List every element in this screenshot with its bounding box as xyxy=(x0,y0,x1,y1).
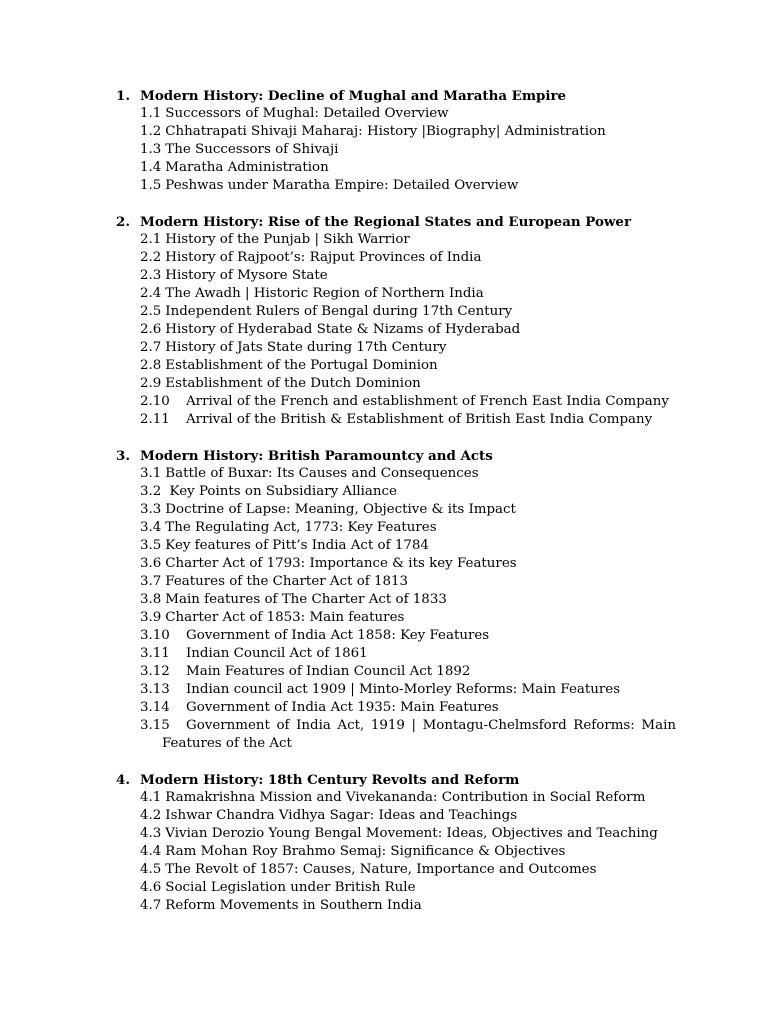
list-item xyxy=(0,609,768,627)
list-item xyxy=(0,177,768,195)
list-item xyxy=(0,537,768,555)
section-title: Modern History: Decline of Mughal and Maratha Empire xyxy=(140,88,567,104)
item-number: 4.2 xyxy=(140,808,162,823)
list-item xyxy=(0,105,768,123)
item-text: Independent Rulers of Bengal during 17th Century xyxy=(165,304,513,319)
item-number: 4.1 xyxy=(140,790,162,805)
document-page xyxy=(0,87,768,933)
item-text: Charter Act of 1853: Main features xyxy=(165,610,405,625)
list-item xyxy=(0,231,768,249)
list-item xyxy=(0,501,768,519)
item-text: Charter Act of 1793: Importance & its key Features xyxy=(165,556,517,571)
list-item xyxy=(0,879,768,897)
item-number: 2.1 xyxy=(140,232,162,247)
item-number: 3.14 xyxy=(140,700,170,715)
item-number: 1.5 xyxy=(140,178,162,193)
item-text: History of Jats State during 17th Century xyxy=(165,340,447,355)
list-item xyxy=(0,483,768,501)
item-number: 3.8 xyxy=(140,592,162,607)
list-item xyxy=(0,285,768,303)
item-text: Ram Mohan Roy Brahmo Semaj: Significance & Objectives xyxy=(165,844,566,859)
item-text: Vivian Derozio Young Bengal Movement: Ideas, Objectives and Teaching xyxy=(165,826,658,841)
list-item xyxy=(0,303,768,321)
section-number: 3. xyxy=(116,448,130,464)
item-text: History of Hyderabad State & Nizams of Hyderabad xyxy=(165,322,521,337)
item-text-continued: Features of the Act xyxy=(162,736,292,751)
item-text: Maratha Administration xyxy=(165,160,329,175)
item-text: Arrival of the French and establishment of French East India Company xyxy=(186,394,669,409)
list-item xyxy=(0,843,768,861)
item-number: 1.3 xyxy=(140,142,162,157)
item-number: 3.12 xyxy=(140,664,170,679)
item-number: 3.9 xyxy=(140,610,162,625)
section-number: 2. xyxy=(116,214,130,230)
list-item xyxy=(0,321,768,339)
list-item xyxy=(0,573,768,591)
list-item xyxy=(0,519,768,537)
item-text: History of Rajpoot’s: Rajput Provinces of India xyxy=(165,250,482,265)
item-number: 3.6 xyxy=(140,556,162,571)
list-item xyxy=(0,339,768,357)
section-2 xyxy=(0,213,768,429)
item-number: 3.15 xyxy=(140,718,170,733)
item-text: The Awadh | Historic Region of Northern India xyxy=(165,286,484,301)
list-item xyxy=(0,267,768,285)
item-number: 2.6 xyxy=(140,322,162,337)
item-text: Features of the Charter Act of 1813 xyxy=(165,574,409,589)
item-text: Arrival of the British & Establishment of British East India Company xyxy=(186,412,653,427)
item-text: The Revolt of 1857: Causes, Nature, Importance and Outcomes xyxy=(165,862,597,877)
section-3 xyxy=(0,447,768,753)
item-text: Key features of Pitt’s India Act of 1784 xyxy=(165,538,429,553)
item-text: The Successors of Shivaji xyxy=(165,142,339,157)
item-text: Doctrine of Lapse: Meaning, Objective & its Impact xyxy=(165,502,516,517)
section-number: 1. xyxy=(116,88,130,104)
list-item xyxy=(0,807,768,825)
item-text: Chhatrapati Shivaji Maharaj: History |Biography| Administration xyxy=(165,124,606,139)
list-item xyxy=(0,645,768,663)
item-text: Government of India Act 1935: Main Features xyxy=(186,700,499,715)
section-heading xyxy=(0,213,768,231)
item-text: Establishment of the Dutch Dominion xyxy=(165,376,421,391)
list-item xyxy=(0,411,768,429)
list-item xyxy=(0,375,768,393)
item-number: 2.3 xyxy=(140,268,162,283)
item-text: Ramakrishna Mission and Vivekananda: Contribution in Social Reform xyxy=(165,790,646,805)
item-number: 3.13 xyxy=(140,682,170,697)
list-item xyxy=(0,357,768,375)
section-title: Modern History: Rise of the Regional States and European Power xyxy=(140,214,632,230)
item-number: 2.7 xyxy=(140,340,162,355)
list-item xyxy=(0,663,768,681)
item-number: 3.4 xyxy=(140,520,162,535)
item-number: 2.8 xyxy=(140,358,162,373)
item-number: 4.6 xyxy=(140,880,162,895)
list-item xyxy=(0,627,768,645)
item-text: Government of India Act 1858: Key Features xyxy=(186,628,490,643)
section-1 xyxy=(0,87,768,195)
item-number: 2.9 xyxy=(140,376,162,391)
list-item xyxy=(0,699,768,717)
list-item xyxy=(0,141,768,159)
section-heading xyxy=(0,447,768,465)
item-number: 3.5 xyxy=(140,538,162,553)
item-text: Successors of Mughal: Detailed Overview xyxy=(165,106,449,121)
item-number: 2.2 xyxy=(140,250,162,265)
list-item xyxy=(0,465,768,483)
item-text: Main features of The Charter Act of 1833 xyxy=(165,592,447,607)
item-number: 2.10 xyxy=(140,394,170,409)
list-item xyxy=(0,123,768,141)
item-number: 2.5 xyxy=(140,304,162,319)
item-number: 3.3 xyxy=(140,502,162,517)
section-title: Modern History: British Paramountcy and Acts xyxy=(140,448,493,464)
list-item xyxy=(0,159,768,177)
section-number: 4. xyxy=(116,772,130,788)
item-number: 1.2 xyxy=(140,124,162,139)
item-text: History of Mysore State xyxy=(165,268,328,283)
item-text: Ishwar Chandra Vidhya Sagar: Ideas and Teachings xyxy=(165,808,518,823)
list-item xyxy=(0,249,768,267)
list-item xyxy=(0,897,768,915)
item-text: History of the Punjab | Sikh Warrior xyxy=(165,232,410,247)
list-item xyxy=(0,591,768,609)
section-heading xyxy=(0,771,768,789)
item-number: 3.7 xyxy=(140,574,162,589)
item-text: Key Points on Subsidiary Alliance xyxy=(165,484,397,499)
item-text: The Regulating Act, 1773: Key Features xyxy=(165,520,437,535)
section-4 xyxy=(0,771,768,915)
item-number: 3.10 xyxy=(140,628,170,643)
item-number: 4.4 xyxy=(140,844,162,859)
item-text: Reform Movements in Southern India xyxy=(165,898,422,913)
item-text: Peshwas under Maratha Empire: Detailed Overview xyxy=(165,178,519,193)
section-heading xyxy=(0,87,768,105)
item-text: Indian Council Act of 1861 xyxy=(186,646,368,661)
item-number: 2.4 xyxy=(140,286,162,301)
item-text: Indian council act 1909 | Minto-Morley Reforms: Main Features xyxy=(186,682,621,697)
item-number: 3.2 xyxy=(140,484,162,499)
list-item xyxy=(0,717,768,753)
item-text: Battle of Buxar: Its Causes and Consequences xyxy=(165,466,479,481)
item-text: Establishment of the Portugal Dominion xyxy=(165,358,438,373)
item-number: 2.11 xyxy=(140,412,170,427)
item-number: 4.3 xyxy=(140,826,162,841)
item-number: 4.5 xyxy=(140,862,162,877)
item-number: 1.4 xyxy=(140,160,162,175)
item-number: 1.1 xyxy=(140,106,162,121)
item-text: Main Features of Indian Council Act 1892 xyxy=(186,664,471,679)
list-item xyxy=(0,393,768,411)
list-item xyxy=(0,681,768,699)
list-item xyxy=(0,789,768,807)
list-item xyxy=(0,861,768,879)
list-item xyxy=(0,825,768,843)
item-number: 3.1 xyxy=(140,466,162,481)
item-text: Social Legislation under British Rule xyxy=(165,880,416,895)
section-title: Modern History: 18th Century Revolts and Reform xyxy=(140,772,520,788)
item-number: 3.11 xyxy=(140,646,170,661)
list-item xyxy=(0,555,768,573)
item-text: Government of India Act, 1919 | Montagu-Chelmsford Reforms: Main xyxy=(186,718,676,733)
item-number: 4.7 xyxy=(140,898,162,913)
